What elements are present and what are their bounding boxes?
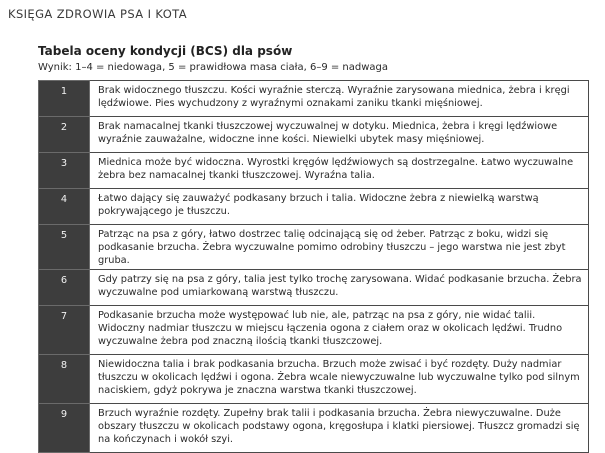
description-cell: Podkasanie brzucha może występować lub nie, ale, patrząc na psa z góry, nie widać talii. Widoczny nadmiar tłuszczu w miejscu łączenia ogona z ciałem oraz w okolicach lędźwi. Trudno wyczuwalne żebra pod znaczną ilością tkanki tłuszczowej. xyxy=(90,306,589,355)
score-cell: 1 xyxy=(39,81,90,117)
score-cell: 7 xyxy=(39,306,90,355)
table-row xyxy=(39,306,589,355)
score-cell: 5 xyxy=(39,225,90,270)
bcs-table xyxy=(38,80,589,453)
score-cell: 4 xyxy=(39,189,90,225)
description-cell: Łatwo dający się zauważyć podkasany brzuch i talia. Widoczne żebra z niewielką warstwą pokrywającego je tłuszczu. xyxy=(90,189,589,225)
description-cell: Miednica może być widoczna. Wyrostki kręgów lędźwiowych są dostrzegalne. Łatwo wyczuwalne żebra bez namacalnej tkanki tłuszczowej. Wyraźna talia. xyxy=(90,153,589,189)
table-title: Tabela oceny kondycji (BCS) dla psów xyxy=(38,44,293,58)
description-cell: Brzuch wyraźnie rozdęty. Zupełny brak talii i podkasania brzucha. Żebra niewyczuwalne. Duże obszary tłuszczu w okolicach podstawy ogona, kręgosłupa i klatki piersiowej. Tłuszcz gromadzi się na kończynach i wokół szyi. xyxy=(90,404,589,453)
table-row xyxy=(39,225,589,270)
description-cell: Patrząc na psa z góry, łatwo dostrzec talię odcinającą się od żeber. Patrząc z boku, widzi się podkasanie brzucha. Żebra wyczuwalne pomimo odrobiny tłuszczu – jego warstwa nie jest zbyt gruba. xyxy=(90,225,589,270)
score-cell: 8 xyxy=(39,355,90,404)
description-cell: Brak widocznego tłuszczu. Kości wyraźnie sterczą. Wyraźnie zarysowana miednica, żebra i kręgi lędźwiowe. Pies wychudzony z wyraźnymi oznakami zaniku tkanki mięśniowej. xyxy=(90,81,589,117)
book-title: KSIĘGA ZDROWIA PSA I KOTA xyxy=(8,7,187,21)
table-row xyxy=(39,404,589,453)
score-cell: 3 xyxy=(39,153,90,189)
score-cell: 9 xyxy=(39,404,90,453)
description-cell: Niewidoczna talia i brak podkasania brzucha. Brzuch może zwisać i być rozdęty. Duży nadmiar tłuszczu w okolicach lędźwi i ogona. Żebra wcale niewyczuwalne lub wyczuwalne tylko pod silnym naciskiem, gdyż pokrywa je znaczna warstwa tkanki tłuszczowej. xyxy=(90,355,589,404)
table-subtitle: Wynik: 1–4 = niedowaga, 5 = prawidłowa masa ciała, 6–9 = nadwaga xyxy=(38,62,389,73)
table-row xyxy=(39,81,589,117)
score-cell: 6 xyxy=(39,270,90,306)
table-row xyxy=(39,117,589,153)
description-cell: Brak namacalnej tkanki tłuszczowej wyczuwalnej w dotyku. Miednica, żebra i kręgi lędźwiowe wyraźnie zauważalne, widoczne inne kości. Niewielki ubytek masy mięśniowej. xyxy=(90,117,589,153)
table-row xyxy=(39,153,589,189)
score-cell: 2 xyxy=(39,117,90,153)
table-row xyxy=(39,355,589,404)
table-row xyxy=(39,270,589,306)
description-cell: Gdy patrzy się na psa z góry, talia jest tylko trochę zarysowana. Widać podkasanie brzucha. Żebra wyczuwalne pod umiarkowaną warstwą tłuszczu. xyxy=(90,270,589,306)
table-row xyxy=(39,189,589,225)
